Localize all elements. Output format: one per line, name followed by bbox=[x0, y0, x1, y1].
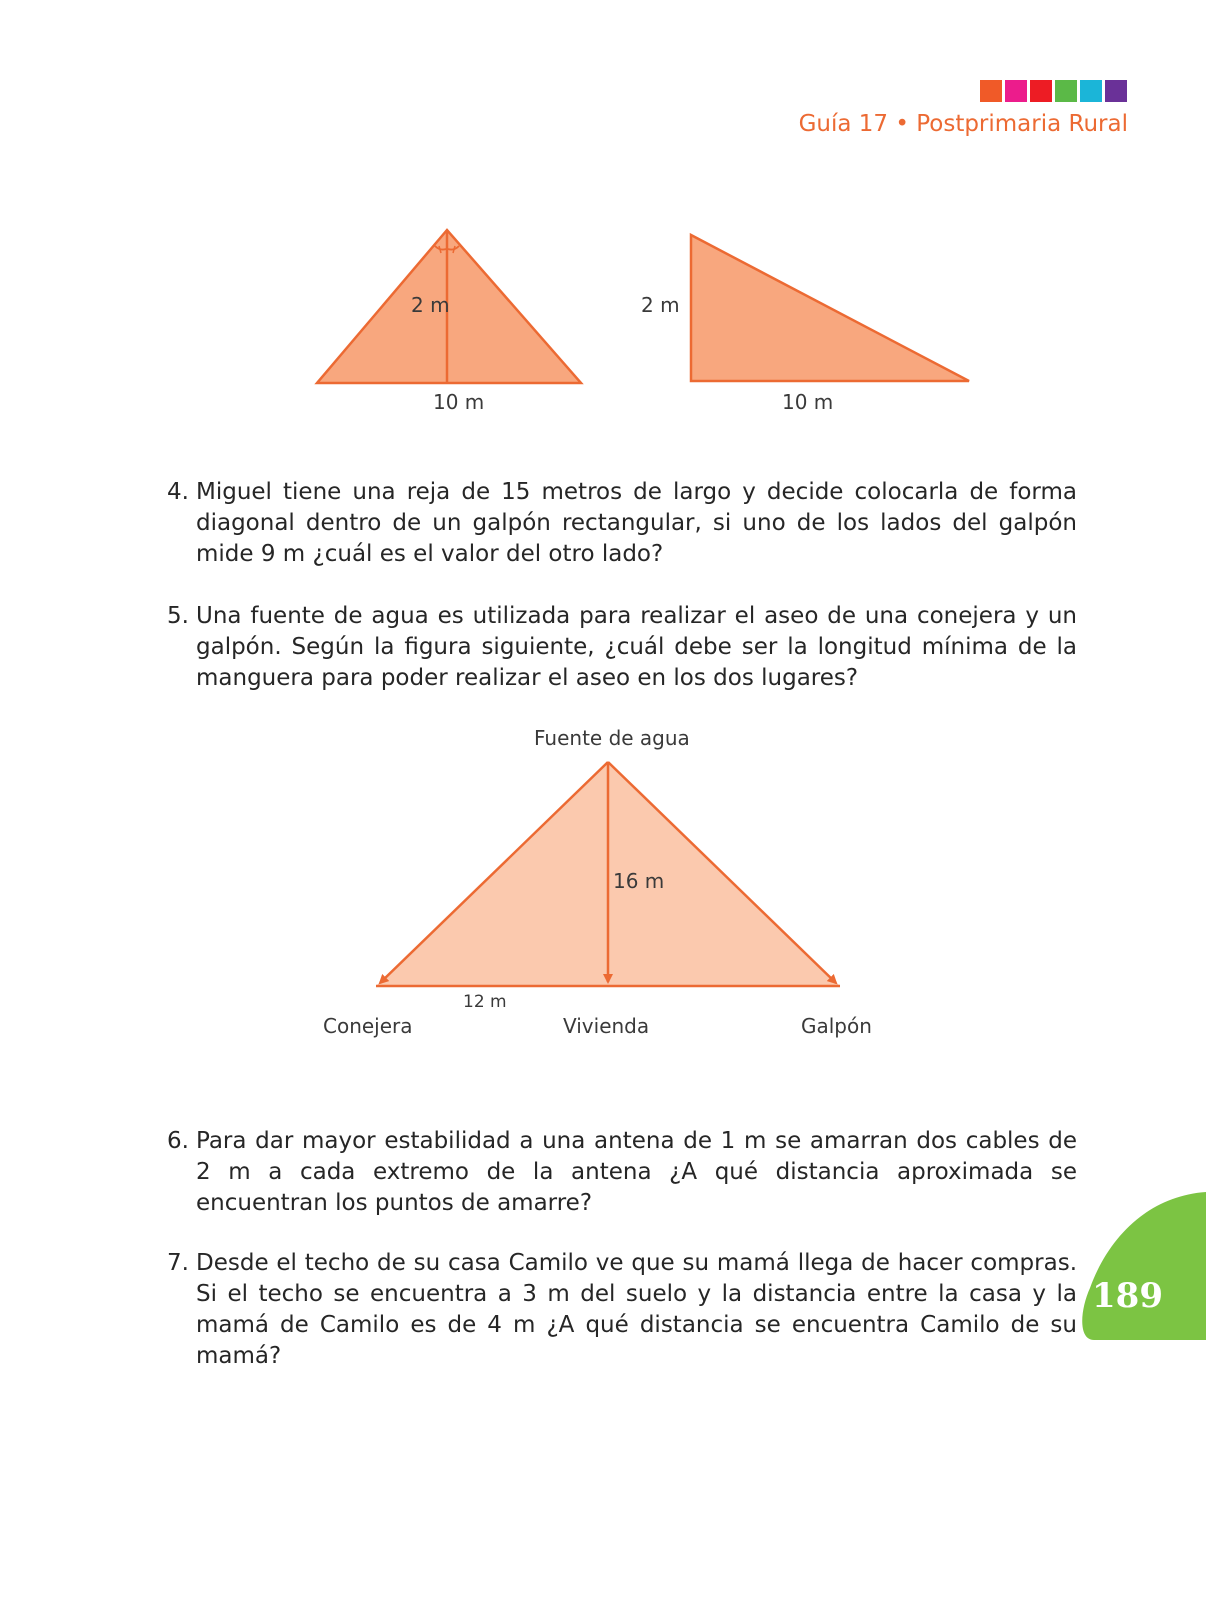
page-number-tab bbox=[1082, 1192, 1206, 1340]
right-triangle-base-label: 10 m bbox=[782, 390, 834, 414]
conejera-label: Conejera bbox=[323, 1014, 413, 1038]
vivienda-label: Vivienda bbox=[563, 1014, 650, 1038]
isosceles-triangle-figure bbox=[300, 220, 600, 390]
right-triangle bbox=[691, 235, 969, 381]
water-height-label: 16 m bbox=[613, 869, 665, 893]
problem-7 bbox=[167, 1248, 1077, 1372]
color-square bbox=[980, 80, 1002, 102]
header-title: Guía 17 • Postprimaria Rural bbox=[798, 111, 1128, 137]
problem-text: Para dar mayor estabilidad a una antena de 1 m se amarran dos cables de 2 m a cada extremo de la antena ¿A qué distancia aproximada se encuentran los puntos de amarre? bbox=[196, 1128, 1077, 1216]
color-square bbox=[1030, 80, 1052, 102]
problem-number: 5. bbox=[167, 603, 189, 629]
isosceles-base-label: 10 m bbox=[433, 390, 485, 414]
segment-label: 12 m bbox=[463, 992, 507, 1012]
color-square bbox=[1080, 80, 1102, 102]
problem-text: Desde el techo de su casa Camilo ve que su mamá llega de hacer compras. Si el techo se encuentra a 3 m del suelo y la distancia entre la casa y la mamá de Camilo es de 4 m ¿A qué distancia se encuentra Camilo de su mamá? bbox=[196, 1250, 1077, 1369]
galpon-label: Galpón bbox=[801, 1014, 872, 1038]
problem-4 bbox=[167, 477, 1077, 570]
problem-5 bbox=[167, 601, 1077, 694]
problem-text: Miguel tiene una reja de 15 metros de largo y decide colocarla de forma diagonal dentro de un galpón rectangular, si uno de los lados del galpón mide 9 m ¿cuál es el valor del otro lado? bbox=[196, 479, 1077, 567]
problem-number: 4. bbox=[167, 479, 189, 505]
color-squares bbox=[980, 80, 1127, 102]
water-source-figure bbox=[360, 750, 850, 1000]
page-number: 189 bbox=[1092, 1276, 1163, 1316]
problem-number: 6. bbox=[167, 1128, 189, 1154]
problem-text: Una fuente de agua es utilizada para realizar el aseo de una conejera y un galpón. Según la figura siguiente, ¿cuál debe ser la longitud mínima de la manguera para poder realizar el aseo en los dos lugares? bbox=[196, 603, 1077, 691]
color-square bbox=[1005, 80, 1027, 102]
isosceles-height-label: 2 m bbox=[411, 293, 450, 317]
color-square bbox=[1055, 80, 1077, 102]
right-triangle-height-label: 2 m bbox=[641, 293, 680, 317]
problem-number: 7. bbox=[167, 1250, 189, 1276]
color-square bbox=[1105, 80, 1127, 102]
water-source-label: Fuente de agua bbox=[534, 726, 690, 750]
right-triangle-figure bbox=[680, 228, 980, 388]
problem-6 bbox=[167, 1126, 1077, 1219]
